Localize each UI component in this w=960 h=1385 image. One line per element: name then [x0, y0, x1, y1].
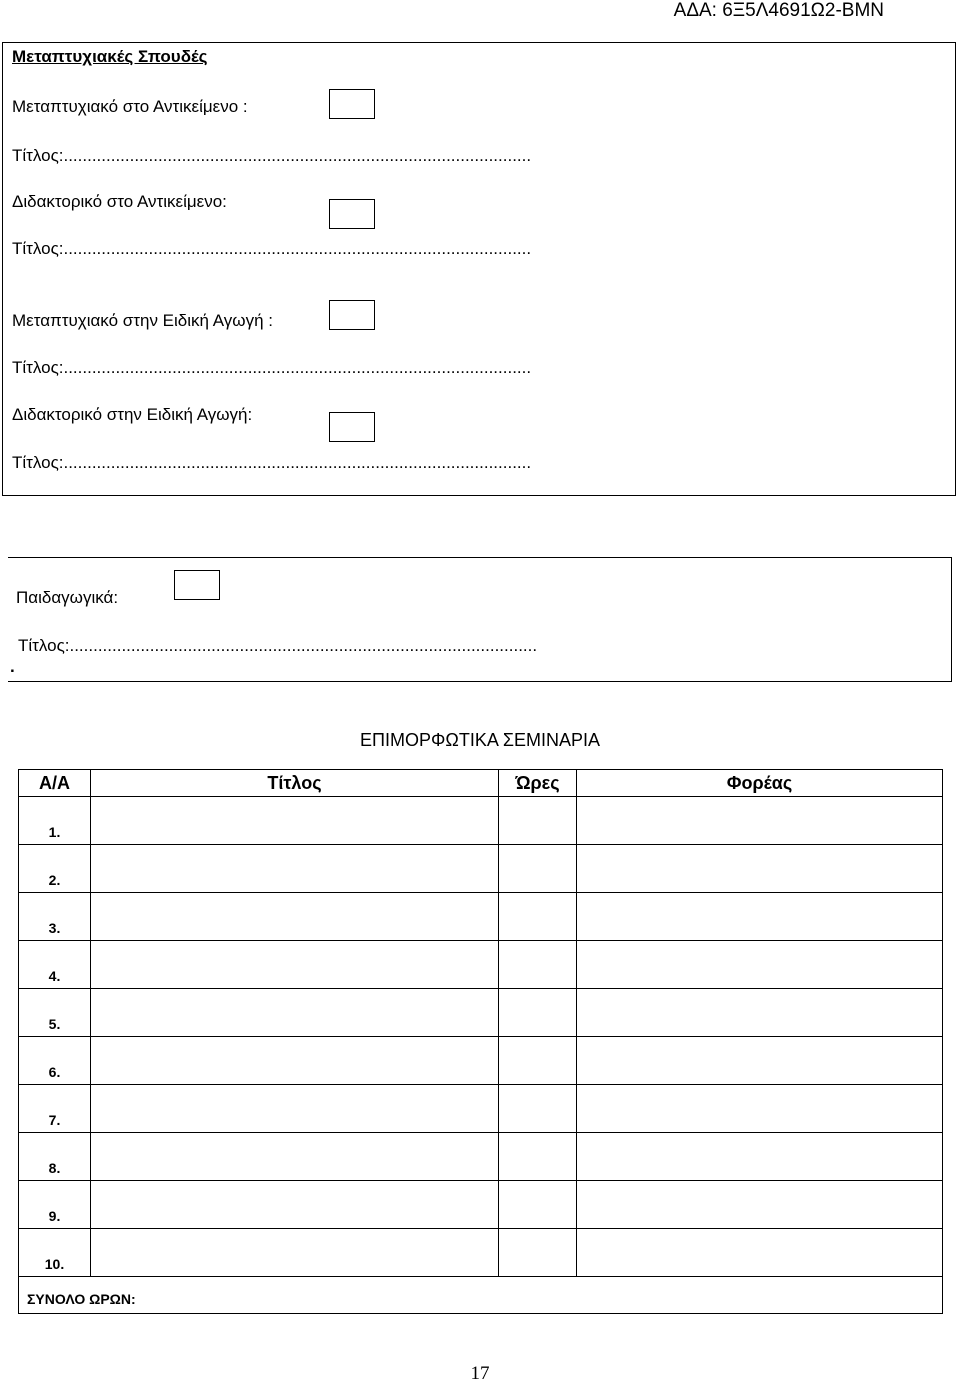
table-row	[19, 1037, 943, 1085]
row-hours-cell[interactable]	[499, 1037, 577, 1085]
postgrad-subject-label: Μεταπτυχιακό στο Αντικείμενο :	[12, 97, 248, 116]
row-hours-cell[interactable]	[499, 797, 577, 845]
row-number: 2.	[19, 845, 91, 893]
table-row	[19, 941, 943, 989]
postgrad-title: Μεταπτυχιακές Σπουδές	[12, 47, 208, 66]
row-title-cell[interactable]	[91, 797, 499, 845]
page-number: 17	[470, 1363, 490, 1384]
row-provider-cell[interactable]	[577, 893, 943, 941]
row-provider-cell[interactable]	[577, 941, 943, 989]
row-number: 1.	[19, 797, 91, 845]
postgrad-special-ed-label: Μεταπτυχιακό στην Ειδική Αγωγή :	[12, 311, 273, 330]
postgrad-special-ed-checkbox[interactable]	[329, 300, 375, 330]
phd-special-ed-checkbox[interactable]	[329, 412, 375, 442]
table-row	[19, 989, 943, 1037]
row-hours-cell[interactable]	[499, 941, 577, 989]
column-header-provider: Φορέας	[577, 770, 943, 797]
row-provider-cell[interactable]	[577, 845, 943, 893]
column-header-title: Τίτλος	[91, 770, 499, 797]
row-number: 5.	[19, 989, 91, 1037]
phd-special-ed-label: Διδακτορικό στην Ειδική Αγωγή:	[12, 405, 253, 424]
row-hours-cell[interactable]	[499, 1181, 577, 1229]
table-row	[19, 893, 943, 941]
row-provider-cell[interactable]	[577, 1181, 943, 1229]
row-hours-cell[interactable]	[499, 1085, 577, 1133]
pedagogical-section	[8, 557, 952, 682]
pedagogical-trailing-dot: .	[10, 657, 15, 676]
pedagogical-checkbox[interactable]	[174, 570, 220, 600]
row-title-cell[interactable]	[91, 893, 499, 941]
row-hours-cell[interactable]	[499, 989, 577, 1037]
row-number: 10.	[19, 1229, 91, 1277]
column-header-aa: Α/Α	[19, 770, 91, 797]
row-number: 6.	[19, 1037, 91, 1085]
row-title-cell[interactable]	[91, 1229, 499, 1277]
row-number: 3.	[19, 893, 91, 941]
postgrad-subject-checkbox[interactable]	[329, 89, 375, 119]
postgrad-special-ed-title[interactable]: Τίτλος:...................................................................................................	[12, 358, 532, 377]
postgrad-subject-title[interactable]: Τίτλος:...................................................................................................	[12, 146, 532, 165]
row-provider-cell[interactable]	[577, 989, 943, 1037]
row-hours-cell[interactable]	[499, 893, 577, 941]
row-provider-cell[interactable]	[577, 1085, 943, 1133]
phd-subject-label: Διδακτορικό στο Αντικείμενο:	[12, 192, 227, 211]
row-number: 9.	[19, 1181, 91, 1229]
row-hours-cell[interactable]	[499, 845, 577, 893]
seminars-title: ΕΠΙΜΟΡΦΩΤΙΚΑ ΣΕΜΙΝΑΡΙΑ	[360, 730, 600, 750]
phd-special-ed-title[interactable]: Τίτλος:...................................................................................................	[12, 453, 532, 472]
table-row	[19, 1085, 943, 1133]
row-title-cell[interactable]	[91, 941, 499, 989]
row-hours-cell[interactable]	[499, 1133, 577, 1181]
row-title-cell[interactable]	[91, 989, 499, 1037]
row-provider-cell[interactable]	[577, 797, 943, 845]
row-provider-cell[interactable]	[577, 1133, 943, 1181]
table-row	[19, 1133, 943, 1181]
row-title-cell[interactable]	[91, 1133, 499, 1181]
row-provider-cell[interactable]	[577, 1229, 943, 1277]
postgrad-section	[2, 42, 956, 496]
column-header-hours: Ώρες	[499, 770, 577, 797]
row-hours-cell[interactable]	[499, 1229, 577, 1277]
table-row	[19, 1181, 943, 1229]
row-provider-cell[interactable]	[577, 1037, 943, 1085]
total-hours-row	[19, 1277, 943, 1314]
table-row	[19, 1229, 943, 1277]
row-number: 8.	[19, 1133, 91, 1181]
ada-code: ΑΔΑ: 6Ξ5Λ4691Ω2-ΒΜΝ	[673, 0, 884, 21]
row-title-cell[interactable]	[91, 1037, 499, 1085]
seminars-table	[18, 769, 943, 1314]
table-header-row	[19, 770, 943, 797]
total-hours-label[interactable]: ΣΥΝΟΛΟ ΩΡΩΝ:	[19, 1277, 943, 1314]
row-number: 7.	[19, 1085, 91, 1133]
table-row	[19, 845, 943, 893]
pedagogical-label: Παιδαγωγικά:	[16, 588, 119, 607]
table-row	[19, 797, 943, 845]
pedagogical-title[interactable]: Τίτλος:...................................................................................................	[18, 636, 538, 655]
phd-subject-title[interactable]: Τίτλος:...................................................................................................	[12, 239, 532, 258]
row-title-cell[interactable]	[91, 845, 499, 893]
row-title-cell[interactable]	[91, 1181, 499, 1229]
phd-subject-checkbox[interactable]	[329, 199, 375, 229]
row-number: 4.	[19, 941, 91, 989]
row-title-cell[interactable]	[91, 1085, 499, 1133]
